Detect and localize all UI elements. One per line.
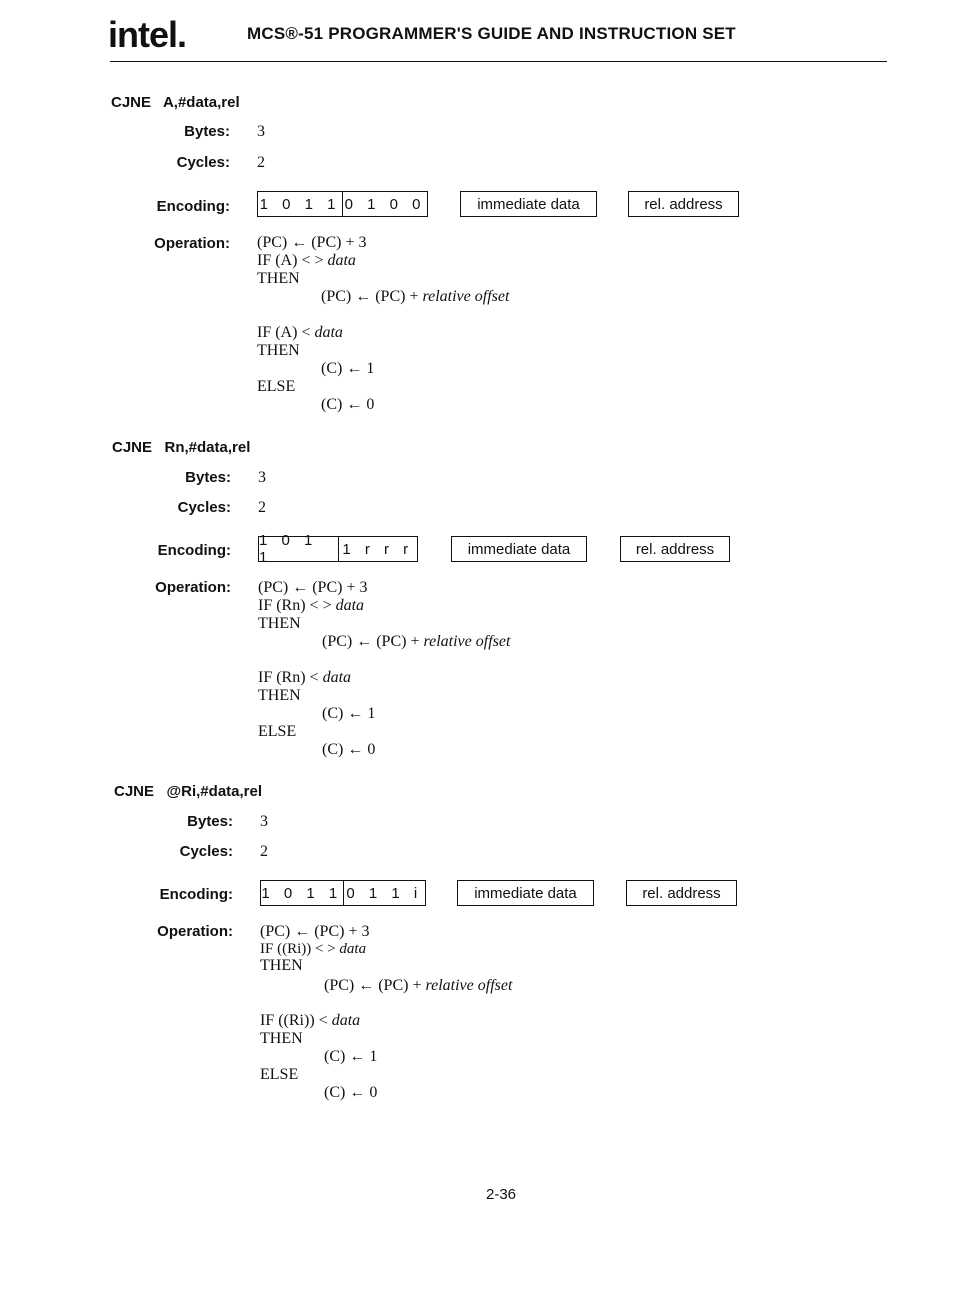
immediate-data-box: immediate data (451, 536, 587, 562)
opcode-high-nibble: 1 0 1 1 (259, 195, 341, 213)
cycles-value: 2 (258, 499, 266, 516)
operation-line: (C) ← 0 (321, 396, 375, 413)
operation-line: THEN (260, 1030, 303, 1047)
bytes-value: 3 (258, 469, 266, 486)
opcode-encoding-box (258, 532, 418, 566)
operation-label: Operation: (157, 923, 233, 940)
operation-line: (PC) ← (PC) + 3 (258, 579, 368, 596)
rel-address-box: rel. address (620, 536, 730, 562)
operation-line: IF ((Ri)) < data (260, 1012, 361, 1029)
instruction-mnemonic: CJNE Rn,#data,rel (112, 439, 251, 456)
opcode-encoding-box (257, 191, 428, 217)
operation-line: (C) ← 0 (324, 1084, 378, 1101)
operation-line: THEN (258, 615, 301, 632)
instruction-mnemonic: CJNE @Ri,#data,rel (114, 783, 263, 800)
intel-logo: intel. (108, 14, 187, 55)
operation-line: (C) ← 1 (322, 705, 376, 722)
instruction-section-cjne-a (0, 94, 976, 434)
cycles-value: 2 (257, 154, 265, 171)
encoding-label: Encoding: (159, 886, 233, 903)
cycles-label: Cycles: (179, 843, 233, 860)
opcode-high-nibble: 1 0 1 1 (259, 532, 318, 566)
operation-line: THEN (257, 270, 300, 287)
cycles-value: 2 (260, 843, 268, 860)
operation-line: (C) ← 1 (321, 360, 375, 377)
cycles-label: Cycles: (177, 499, 231, 516)
operation-line: ELSE (260, 1066, 299, 1083)
page-header-title: MCS®-51 PROGRAMMER'S GUIDE AND INSTRUCTION SET (247, 24, 736, 43)
page-number: 2-36 (486, 1186, 517, 1203)
operation-line: IF ((Ri)) < > data (260, 941, 367, 957)
operation-label: Operation: (155, 579, 231, 596)
operation-line: (PC) ← (PC) + relative offset (321, 288, 510, 305)
bytes-label: Bytes: (187, 813, 233, 830)
instruction-section-cjne-ri (0, 783, 976, 1123)
header-rule (110, 61, 887, 62)
operation-line: IF (Rn) < data (258, 669, 352, 686)
opcode-encoding-box (260, 880, 426, 906)
operation-line: (PC) ← (PC) + 3 (257, 234, 367, 251)
bytes-label: Bytes: (184, 123, 230, 140)
operation-line: IF (A) < > data (257, 252, 356, 269)
operation-line: ELSE (257, 378, 296, 395)
opcode-low-nibble: 0 1 1 i (343, 881, 426, 905)
opcode-high-nibble: 1 0 1 1 (261, 884, 343, 902)
opcode-low-nibble: 1 r r r (338, 537, 418, 561)
operation-line: ELSE (258, 723, 297, 740)
opcode-low-nibble: 0 1 0 0 (342, 192, 427, 216)
operation-line: (PC) ← (PC) + relative offset (324, 977, 513, 994)
bytes-value: 3 (257, 123, 265, 140)
operation-line: (C) ← 0 (322, 741, 376, 758)
bytes-value: 3 (260, 813, 268, 830)
immediate-data-box: immediate data (460, 191, 597, 217)
rel-address-box: rel. address (628, 191, 739, 217)
operation-line: THEN (257, 342, 300, 359)
operation-line: IF (Rn) < > data (258, 597, 365, 614)
encoding-label: Encoding: (157, 542, 231, 559)
operation-line: (C) ← 1 (324, 1048, 378, 1065)
immediate-data-box: immediate data (457, 880, 594, 906)
rel-address-box: rel. address (626, 880, 737, 906)
operation-line: THEN (260, 957, 303, 974)
operation-line: IF (A) < data (257, 324, 343, 341)
instruction-mnemonic: CJNE A,#data,rel (111, 94, 240, 111)
instruction-section-cjne-rn (0, 439, 976, 779)
cycles-label: Cycles: (176, 154, 230, 171)
operation-label: Operation: (154, 235, 230, 252)
operation-line: THEN (258, 687, 301, 704)
encoding-label: Encoding: (156, 198, 230, 215)
operation-line: (PC) ← (PC) + relative offset (322, 633, 511, 650)
bytes-label: Bytes: (185, 469, 231, 486)
operation-line: (PC) ← (PC) + 3 (260, 923, 370, 940)
